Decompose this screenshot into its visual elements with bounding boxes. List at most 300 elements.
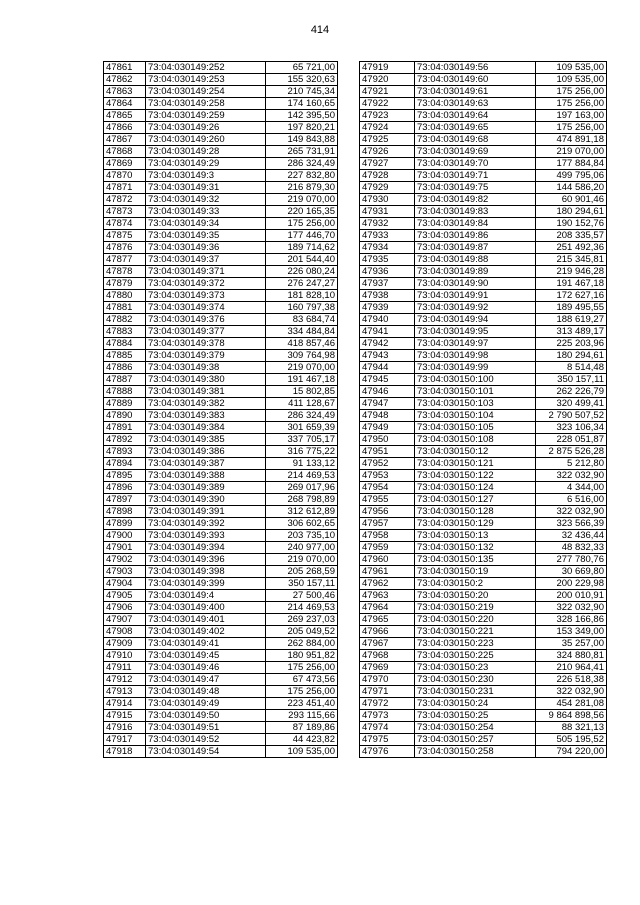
cadastral-number-cell: 73:04:030149:374: [146, 302, 266, 314]
cadastral-number-cell: 73:04:030149:260: [146, 134, 266, 146]
value-cell: 203 735,10: [266, 530, 338, 542]
cadastral-number-cell: 73:04:030149:33: [146, 206, 266, 218]
cadastral-number-cell: 73:04:030150:122: [415, 470, 536, 482]
row-number-cell: 47905: [104, 590, 146, 602]
table-row: [360, 86, 607, 98]
cadastral-number-cell: 73:04:030149:56: [415, 62, 536, 74]
right-parcel-table: [359, 61, 607, 758]
value-cell: 219 070,00: [266, 362, 338, 374]
table-row: [104, 434, 338, 446]
cadastral-number-cell: 73:04:030149:88: [415, 254, 536, 266]
value-cell: 306 602,65: [266, 518, 338, 530]
value-cell: 175 256,00: [266, 218, 338, 230]
value-cell: 286 324,49: [266, 158, 338, 170]
table-row: [104, 254, 338, 266]
row-number-cell: 47951: [360, 446, 415, 458]
table-row: [360, 722, 607, 734]
cadastral-number-cell: 73:04:030150:121: [415, 458, 536, 470]
cadastral-number-cell: 73:04:030150:13: [415, 530, 536, 542]
table-row: [360, 182, 607, 194]
table-row: [360, 338, 607, 350]
value-cell: 322 032,90: [536, 470, 607, 482]
value-cell: 205 049,52: [266, 626, 338, 638]
cadastral-number-cell: 73:04:030149:94: [415, 314, 536, 326]
table-row: [104, 374, 338, 386]
cadastral-number-cell: 73:04:030149:382: [146, 398, 266, 410]
cadastral-number-cell: 73:04:030150:12: [415, 446, 536, 458]
row-number-cell: 47947: [360, 398, 415, 410]
table-row: [360, 434, 607, 446]
row-number-cell: 47930: [360, 194, 415, 206]
value-cell: 313 489,17: [536, 326, 607, 338]
value-cell: 226 080,24: [266, 266, 338, 278]
row-number-cell: 47944: [360, 362, 415, 374]
value-cell: 219 946,28: [536, 266, 607, 278]
value-cell: 219 070,00: [266, 554, 338, 566]
row-number-cell: 47949: [360, 422, 415, 434]
table-row: [360, 638, 607, 650]
cadastral-number-cell: 73:04:030149:48: [146, 686, 266, 698]
table-row: [360, 686, 607, 698]
value-cell: 201 544,40: [266, 254, 338, 266]
cadastral-number-cell: 73:04:030150:23: [415, 662, 536, 674]
value-cell: 205 268,59: [266, 566, 338, 578]
cadastral-number-cell: 73:04:030149:389: [146, 482, 266, 494]
row-number-cell: 47916: [104, 722, 146, 734]
value-cell: 337 705,17: [266, 434, 338, 446]
cadastral-number-cell: 73:04:030150:24: [415, 698, 536, 710]
value-cell: 4 344,00: [536, 482, 607, 494]
table-row: [104, 194, 338, 206]
table-row: [360, 122, 607, 134]
value-cell: 277 780,76: [536, 554, 607, 566]
row-number-cell: 47953: [360, 470, 415, 482]
table-row: [104, 662, 338, 674]
value-cell: 180 294,61: [536, 350, 607, 362]
row-number-cell: 47904: [104, 578, 146, 590]
row-number-cell: 47874: [104, 218, 146, 230]
table-row: [104, 266, 338, 278]
value-cell: 60 901,46: [536, 194, 607, 206]
cadastral-number-cell: 73:04:030149:28: [146, 146, 266, 158]
value-cell: 269 237,03: [266, 614, 338, 626]
row-number-cell: 47955: [360, 494, 415, 506]
row-number-cell: 47865: [104, 110, 146, 122]
cadastral-number-cell: 73:04:030150:220: [415, 614, 536, 626]
value-cell: 87 189,86: [266, 722, 338, 734]
value-cell: 175 256,00: [536, 86, 607, 98]
value-cell: 175 256,00: [266, 662, 338, 674]
cadastral-number-cell: 73:04:030150:101: [415, 386, 536, 398]
table-row: [104, 698, 338, 710]
table-row: [104, 506, 338, 518]
table-row: [104, 314, 338, 326]
value-cell: 216 879,30: [266, 182, 338, 194]
value-cell: 67 473,56: [266, 674, 338, 686]
value-cell: 262 226,79: [536, 386, 607, 398]
table-row: [104, 422, 338, 434]
row-number-cell: 47943: [360, 350, 415, 362]
cadastral-number-cell: 73:04:030149:95: [415, 326, 536, 338]
table-row: [104, 614, 338, 626]
cadastral-number-cell: 73:04:030149:46: [146, 662, 266, 674]
cadastral-number-cell: 73:04:030149:383: [146, 410, 266, 422]
table-row: [104, 206, 338, 218]
row-number-cell: 47862: [104, 74, 146, 86]
value-cell: 240 977,00: [266, 542, 338, 554]
cadastral-number-cell: 73:04:030150:25: [415, 710, 536, 722]
cadastral-number-cell: 73:04:030149:87: [415, 242, 536, 254]
value-cell: 214 469,53: [266, 470, 338, 482]
row-number-cell: 47902: [104, 554, 146, 566]
cadastral-number-cell: 73:04:030149:385: [146, 434, 266, 446]
cadastral-number-cell: 73:04:030149:47: [146, 674, 266, 686]
table-row: [360, 614, 607, 626]
row-number-cell: 47939: [360, 302, 415, 314]
row-number-cell: 47957: [360, 518, 415, 530]
table-row: [104, 578, 338, 590]
cadastral-number-cell: 73:04:030149:380: [146, 374, 266, 386]
cadastral-number-cell: 73:04:030149:69: [415, 146, 536, 158]
value-cell: 794 220,00: [536, 746, 607, 758]
table-row: [360, 158, 607, 170]
row-number-cell: 47918: [104, 746, 146, 758]
table-row: [104, 602, 338, 614]
row-number-cell: 47866: [104, 122, 146, 134]
table-row: [360, 626, 607, 638]
table-row: [104, 242, 338, 254]
left-parcel-table: [103, 61, 338, 758]
value-cell: 144 586,20: [536, 182, 607, 194]
table-row: [104, 398, 338, 410]
table-row: [104, 710, 338, 722]
row-number-cell: 47890: [104, 410, 146, 422]
cadastral-number-cell: 73:04:030150:225: [415, 650, 536, 662]
row-number-cell: 47946: [360, 386, 415, 398]
value-cell: 323 566,39: [536, 518, 607, 530]
cadastral-number-cell: 73:04:030149:35: [146, 230, 266, 242]
table-row: [360, 266, 607, 278]
cadastral-number-cell: 73:04:030150:127: [415, 494, 536, 506]
cadastral-number-cell: 73:04:030149:61: [415, 86, 536, 98]
cadastral-number-cell: 73:04:030149:98: [415, 350, 536, 362]
value-cell: 228 051,87: [536, 434, 607, 446]
table-row: [104, 98, 338, 110]
table-row: [360, 602, 607, 614]
cadastral-number-cell: 73:04:030149:91: [415, 290, 536, 302]
value-cell: 109 535,00: [266, 746, 338, 758]
cadastral-number-cell: 73:04:030149:54: [146, 746, 266, 758]
row-number-cell: 47970: [360, 674, 415, 686]
cadastral-number-cell: 73:04:030149:378: [146, 338, 266, 350]
row-number-cell: 47870: [104, 170, 146, 182]
table-row: [104, 482, 338, 494]
row-number-cell: 47884: [104, 338, 146, 350]
value-cell: 316 775,22: [266, 446, 338, 458]
cadastral-number-cell: 73:04:030149:92: [415, 302, 536, 314]
row-number-cell: 47871: [104, 182, 146, 194]
table-row: [360, 194, 607, 206]
row-number-cell: 47932: [360, 218, 415, 230]
row-number-cell: 47901: [104, 542, 146, 554]
table-row: [104, 338, 338, 350]
value-cell: 44 423,82: [266, 734, 338, 746]
row-number-cell: 47933: [360, 230, 415, 242]
row-number-cell: 47936: [360, 266, 415, 278]
cadastral-number-cell: 73:04:030149:396: [146, 554, 266, 566]
table-row: [360, 230, 607, 242]
table-row: [360, 254, 607, 266]
cadastral-number-cell: 73:04:030149:71: [415, 170, 536, 182]
cadastral-number-cell: 73:04:030149:84: [415, 218, 536, 230]
value-cell: 35 257,00: [536, 638, 607, 650]
row-number-cell: 47885: [104, 350, 146, 362]
table-row: [360, 74, 607, 86]
cadastral-number-cell: 73:04:030150:103: [415, 398, 536, 410]
cadastral-number-cell: 73:04:030150:2: [415, 578, 536, 590]
cadastral-number-cell: 73:04:030150:230: [415, 674, 536, 686]
value-cell: 65 721,00: [266, 62, 338, 74]
value-cell: 226 518,38: [536, 674, 607, 686]
cadastral-number-cell: 73:04:030149:41: [146, 638, 266, 650]
cadastral-number-cell: 73:04:030149:387: [146, 458, 266, 470]
cadastral-number-cell: 73:04:030149:4: [146, 590, 266, 602]
value-cell: 190 152,76: [536, 218, 607, 230]
table-row: [104, 674, 338, 686]
cadastral-number-cell: 73:04:030149:377: [146, 326, 266, 338]
cadastral-number-cell: 73:04:030149:52: [146, 734, 266, 746]
row-number-cell: 47928: [360, 170, 415, 182]
cadastral-number-cell: 73:04:030149:371: [146, 266, 266, 278]
cadastral-number-cell: 73:04:030149:400: [146, 602, 266, 614]
row-number-cell: 47961: [360, 566, 415, 578]
row-number-cell: 47952: [360, 458, 415, 470]
row-number-cell: 47965: [360, 614, 415, 626]
table-row: [104, 122, 338, 134]
value-cell: 32 436,44: [536, 530, 607, 542]
row-number-cell: 47876: [104, 242, 146, 254]
table-row: [104, 110, 338, 122]
row-number-cell: 47969: [360, 662, 415, 674]
value-cell: 215 345,81: [536, 254, 607, 266]
value-cell: 149 843,88: [266, 134, 338, 146]
table-row: [104, 362, 338, 374]
row-number-cell: 47962: [360, 578, 415, 590]
table-row: [104, 638, 338, 650]
value-cell: 225 203,96: [536, 338, 607, 350]
value-cell: 27 500,46: [266, 590, 338, 602]
value-cell: 208 335,57: [536, 230, 607, 242]
value-cell: 219 070,00: [266, 194, 338, 206]
table-row: [104, 626, 338, 638]
row-number-cell: 47877: [104, 254, 146, 266]
value-cell: 411 128,67: [266, 398, 338, 410]
table-row: [360, 746, 607, 758]
value-cell: 286 324,49: [266, 410, 338, 422]
table-row: [360, 314, 607, 326]
value-cell: 301 659,39: [266, 422, 338, 434]
value-cell: 418 857,46: [266, 338, 338, 350]
row-number-cell: 47958: [360, 530, 415, 542]
table-row: [104, 302, 338, 314]
value-cell: 324 880,81: [536, 650, 607, 662]
cadastral-number-cell: 73:04:030149:386: [146, 446, 266, 458]
table-row: [360, 530, 607, 542]
table-row: [360, 206, 607, 218]
cadastral-number-cell: 73:04:030150:105: [415, 422, 536, 434]
row-number-cell: 47940: [360, 314, 415, 326]
row-number-cell: 47934: [360, 242, 415, 254]
row-number-cell: 47931: [360, 206, 415, 218]
row-number-cell: 47967: [360, 638, 415, 650]
cadastral-number-cell: 73:04:030149:29: [146, 158, 266, 170]
row-number-cell: 47972: [360, 698, 415, 710]
row-number-cell: 47921: [360, 86, 415, 98]
row-number-cell: 47974: [360, 722, 415, 734]
table-row: [360, 578, 607, 590]
table-row: [104, 290, 338, 302]
row-number-cell: 47861: [104, 62, 146, 74]
row-number-cell: 47922: [360, 98, 415, 110]
table-row: [360, 458, 607, 470]
cadastral-number-cell: 73:04:030149:99: [415, 362, 536, 374]
table-row: [360, 446, 607, 458]
table-row: [104, 182, 338, 194]
row-number-cell: 47908: [104, 626, 146, 638]
value-cell: 181 828,10: [266, 290, 338, 302]
table-row: [104, 518, 338, 530]
value-cell: 312 612,89: [266, 506, 338, 518]
row-number-cell: 47919: [360, 62, 415, 74]
value-cell: 219 070,00: [536, 146, 607, 158]
table-row: [360, 710, 607, 722]
cadastral-number-cell: 73:04:030149:70: [415, 158, 536, 170]
cadastral-number-cell: 73:04:030149:75: [415, 182, 536, 194]
cadastral-number-cell: 73:04:030149:38: [146, 362, 266, 374]
value-cell: 197 820,21: [266, 122, 338, 134]
cadastral-number-cell: 73:04:030149:51: [146, 722, 266, 734]
row-number-cell: 47926: [360, 146, 415, 158]
value-cell: 334 484,84: [266, 326, 338, 338]
value-cell: 6 516,00: [536, 494, 607, 506]
cadastral-number-cell: 73:04:030149:398: [146, 566, 266, 578]
value-cell: 175 256,00: [536, 98, 607, 110]
row-number-cell: 47897: [104, 494, 146, 506]
row-number-cell: 47868: [104, 146, 146, 158]
table-row: [104, 218, 338, 230]
row-number-cell: 47927: [360, 158, 415, 170]
row-number-cell: 47883: [104, 326, 146, 338]
row-number-cell: 47888: [104, 386, 146, 398]
cadastral-number-cell: 73:04:030150:128: [415, 506, 536, 518]
value-cell: 175 256,00: [266, 686, 338, 698]
row-number-cell: 47929: [360, 182, 415, 194]
table-row: [104, 446, 338, 458]
table-row: [360, 662, 607, 674]
table-row: [104, 74, 338, 86]
value-cell: 320 499,41: [536, 398, 607, 410]
row-number-cell: 47886: [104, 362, 146, 374]
cadastral-number-cell: 73:04:030149:32: [146, 194, 266, 206]
cadastral-number-cell: 73:04:030150:100: [415, 374, 536, 386]
value-cell: 200 229,98: [536, 578, 607, 590]
value-cell: 220 165,35: [266, 206, 338, 218]
cadastral-number-cell: 73:04:030149:254: [146, 86, 266, 98]
row-number-cell: 47937: [360, 278, 415, 290]
value-cell: 2 875 526,28: [536, 446, 607, 458]
value-cell: 174 160,65: [266, 98, 338, 110]
table-row: [360, 554, 607, 566]
value-cell: 189 495,55: [536, 302, 607, 314]
row-number-cell: 47938: [360, 290, 415, 302]
table-row: [360, 674, 607, 686]
row-number-cell: 47941: [360, 326, 415, 338]
table-row: [104, 494, 338, 506]
value-cell: 227 832,80: [266, 170, 338, 182]
cadastral-number-cell: 73:04:030150:129: [415, 518, 536, 530]
value-cell: 322 032,90: [536, 686, 607, 698]
row-number-cell: 47963: [360, 590, 415, 602]
value-cell: 350 157,11: [536, 374, 607, 386]
value-cell: 177 884,84: [536, 158, 607, 170]
table-row: [360, 734, 607, 746]
value-cell: 268 798,89: [266, 494, 338, 506]
row-number-cell: 47964: [360, 602, 415, 614]
cadastral-number-cell: 73:04:030149:372: [146, 278, 266, 290]
row-number-cell: 47976: [360, 746, 415, 758]
cadastral-number-cell: 73:04:030149:31: [146, 182, 266, 194]
cadastral-number-cell: 73:04:030149:26: [146, 122, 266, 134]
value-cell: 175 256,00: [536, 122, 607, 134]
cadastral-number-cell: 73:04:030149:384: [146, 422, 266, 434]
table-row: [104, 722, 338, 734]
cadastral-number-cell: 73:04:030149:3: [146, 170, 266, 182]
table-row: [360, 698, 607, 710]
value-cell: 293 115,66: [266, 710, 338, 722]
row-number-cell: 47920: [360, 74, 415, 86]
table-row: [360, 242, 607, 254]
cadastral-number-cell: 73:04:030150:135: [415, 554, 536, 566]
row-number-cell: 47873: [104, 206, 146, 218]
row-number-cell: 47966: [360, 626, 415, 638]
table-row: [104, 410, 338, 422]
cadastral-number-cell: 73:04:030150:223: [415, 638, 536, 650]
cadastral-number-cell: 73:04:030149:373: [146, 290, 266, 302]
row-number-cell: 47924: [360, 122, 415, 134]
table-row: [360, 302, 607, 314]
value-cell: 499 795,06: [536, 170, 607, 182]
row-number-cell: 47889: [104, 398, 146, 410]
value-cell: 2 790 507,52: [536, 410, 607, 422]
row-number-cell: 47863: [104, 86, 146, 98]
row-number-cell: 47960: [360, 554, 415, 566]
row-number-cell: 47935: [360, 254, 415, 266]
row-number-cell: 47903: [104, 566, 146, 578]
value-cell: 155 320,63: [266, 74, 338, 86]
row-number-cell: 47894: [104, 458, 146, 470]
cadastral-number-cell: 73:04:030149:64: [415, 110, 536, 122]
table-row: [360, 98, 607, 110]
cadastral-number-cell: 73:04:030149:391: [146, 506, 266, 518]
table-row: [104, 542, 338, 554]
table-row: [104, 470, 338, 482]
cadastral-number-cell: 73:04:030149:401: [146, 614, 266, 626]
table-row: [360, 482, 607, 494]
cadastral-number-cell: 73:04:030149:393: [146, 530, 266, 542]
value-cell: 322 032,90: [536, 506, 607, 518]
row-number-cell: 47900: [104, 530, 146, 542]
table-row: [360, 398, 607, 410]
